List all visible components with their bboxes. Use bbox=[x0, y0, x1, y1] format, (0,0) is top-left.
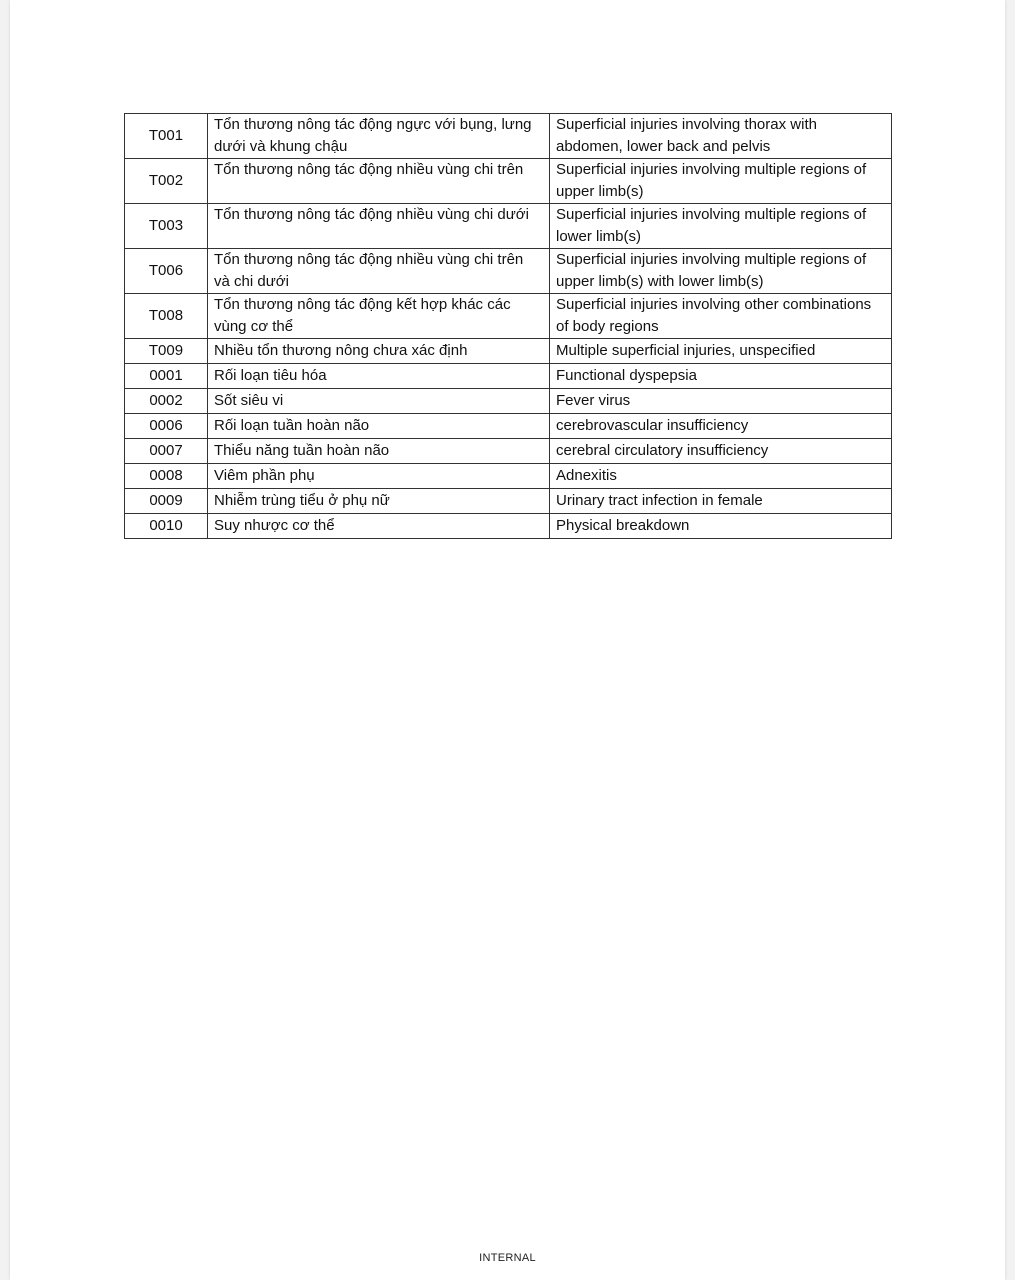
vietnamese-description-cell: Suy nhược cơ thể bbox=[208, 514, 550, 539]
table-row bbox=[125, 249, 892, 294]
table-row bbox=[125, 489, 892, 514]
vietnamese-description-cell: Tổn thương nông tác động nhiều vùng chi trên và chi dưới bbox=[208, 249, 550, 294]
vietnamese-description-cell: Viêm phần phụ bbox=[208, 464, 550, 489]
vietnamese-description-cell: Thiểu năng tuần hoàn não bbox=[208, 439, 550, 464]
code-cell: T002 bbox=[125, 159, 208, 204]
vietnamese-description-cell: Nhiều tổn thương nông chưa xác định bbox=[208, 339, 550, 364]
code-cell: T001 bbox=[125, 114, 208, 159]
vietnamese-description-cell: Rối loạn tuần hoàn não bbox=[208, 414, 550, 439]
code-cell: 0009 bbox=[125, 489, 208, 514]
code-cell: T009 bbox=[125, 339, 208, 364]
english-description-cell: Urinary tract infection in female bbox=[550, 489, 892, 514]
english-description-cell: cerebral circulatory insufficiency bbox=[550, 439, 892, 464]
english-description-cell: Superficial injuries involving thorax with abdomen, lower back and pelvis bbox=[550, 114, 892, 159]
english-description-cell: Functional dyspepsia bbox=[550, 364, 892, 389]
vietnamese-description-cell: Rối loạn tiêu hóa bbox=[208, 364, 550, 389]
english-description-cell: Superficial injuries involving multiple regions of upper limb(s) with lower limb(s) bbox=[550, 249, 892, 294]
code-cell: T003 bbox=[125, 204, 208, 249]
table-row bbox=[125, 414, 892, 439]
english-description-cell: Superficial injuries involving multiple regions of lower limb(s) bbox=[550, 204, 892, 249]
diagnosis-code-table bbox=[124, 113, 892, 539]
vietnamese-description-cell: Tổn thương nông tác động ngực với bụng, lưng dưới và khung chậu bbox=[208, 114, 550, 159]
table-row bbox=[125, 464, 892, 489]
table-row bbox=[125, 364, 892, 389]
code-cell: 0002 bbox=[125, 389, 208, 414]
classification-footer: INTERNAL bbox=[479, 1252, 536, 1264]
code-cell: 0006 bbox=[125, 414, 208, 439]
english-description-cell: Superficial injuries involving other combinations of body regions bbox=[550, 294, 892, 339]
table-row bbox=[125, 339, 892, 364]
code-cell: T006 bbox=[125, 249, 208, 294]
vietnamese-description-cell: Nhiễm trùng tiểu ở phụ nữ bbox=[208, 489, 550, 514]
table-row bbox=[125, 294, 892, 339]
english-description-cell: Physical breakdown bbox=[550, 514, 892, 539]
english-description-cell: cerebrovascular insufficiency bbox=[550, 414, 892, 439]
table-row bbox=[125, 389, 892, 414]
english-description-cell: Adnexitis bbox=[550, 464, 892, 489]
code-cell: 0001 bbox=[125, 364, 208, 389]
code-cell: T008 bbox=[125, 294, 208, 339]
table-row bbox=[125, 159, 892, 204]
code-cell: 0008 bbox=[125, 464, 208, 489]
document-page bbox=[10, 0, 1005, 1280]
table-row bbox=[125, 514, 892, 539]
english-description-cell: Fever virus bbox=[550, 389, 892, 414]
vietnamese-description-cell: Sốt siêu vi bbox=[208, 389, 550, 414]
table-row bbox=[125, 204, 892, 249]
english-description-cell: Superficial injuries involving multiple regions of upper limb(s) bbox=[550, 159, 892, 204]
english-description-cell: Multiple superficial injuries, unspecified bbox=[550, 339, 892, 364]
table-row bbox=[125, 439, 892, 464]
vietnamese-description-cell: Tổn thương nông tác động nhiều vùng chi trên bbox=[208, 159, 550, 204]
table-row bbox=[125, 114, 892, 159]
vietnamese-description-cell: Tổn thương nông tác động kết hợp khác các vùng cơ thể bbox=[208, 294, 550, 339]
code-cell: 0010 bbox=[125, 514, 208, 539]
vietnamese-description-cell: Tổn thương nông tác động nhiều vùng chi dưới bbox=[208, 204, 550, 249]
code-cell: 0007 bbox=[125, 439, 208, 464]
